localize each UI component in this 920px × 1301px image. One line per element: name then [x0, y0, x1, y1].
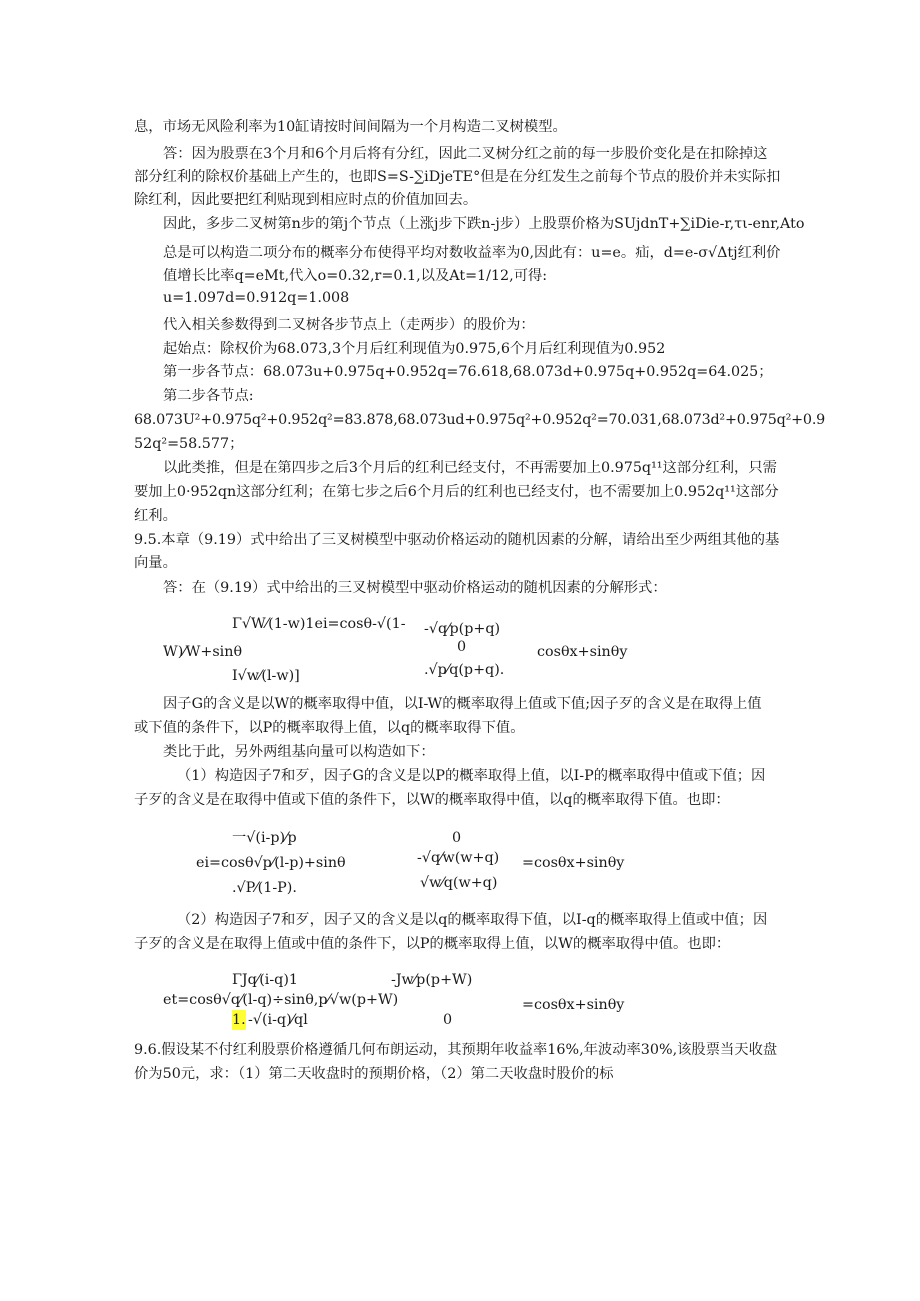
text-line-3: 部分红利的除权价基础上产生的，也即S=S-∑iDjeTE°但是在分红发生之前每个节点的股价并未实际扣 — [134, 169, 781, 185]
text-line-17: 红利。 — [134, 508, 177, 524]
text-line-4: 除红利，因此要把红利贴现到相应时点的价值加回去。 — [134, 192, 478, 208]
text-line-29: 价为50元，求：（1）第二天收盘时的预期价格，（2）第二天收盘时股价的标 — [134, 1066, 614, 1082]
formula2-term-4: ei=cosθ√p⁄(l-p)+sinθ — [196, 855, 346, 871]
formula2-term-2: 0 — [452, 830, 462, 846]
text-line-14: 52q²=58.577； — [134, 436, 244, 452]
formula1-term-3: 0 — [457, 639, 467, 655]
formula3-term-1: ΓJq⁄(i-q)1 — [232, 972, 298, 988]
text-line-6: 总是可以构造二项分布的概率分布使得平均对数收益率为0,因此有：u=e。疝，d=e-σ√Δtj红利价 — [163, 245, 781, 261]
text-line-15: 以此类推，但是在第四步之后3个月后的红利已经支付，不再需要加上0.975q¹¹这部分红利，只需 — [163, 460, 777, 476]
text-line-9: 代入相关参数得到二叉树各步节点上（走两步）的股价为： — [163, 317, 535, 333]
formula3-term-6: -√(i-q)⁄ql — [248, 1012, 308, 1028]
text-line-23: 类比于此，另外两组基向量可以构造如下： — [163, 744, 435, 760]
highlighted-mark: 1. — [232, 1012, 246, 1028]
formula3-term-3: et=cosθ√q⁄(l-q)÷sinθ,p⁄√w(p+W) — [163, 992, 399, 1008]
text-line-13: 68.073U²+0.975q²+0.952q²=83.878,68.073ud+0.975q²+0.952q²=70.031,68.073d²+0.975q²+0.9 — [134, 412, 826, 428]
formula2-term-6: .√P⁄(1-P). — [232, 880, 297, 896]
text-line-18: 9.5.本章（9.19）式中给出了三叉树模型中驱动价格运动的随机因素的分解，请给出至少两组其他的基 — [134, 532, 780, 548]
formula2-term-7: √w⁄q(w+q) — [420, 875, 498, 891]
formula3-term-7: 0 — [443, 1012, 453, 1028]
text-line-22: 或下值的条件下，以P的概率取得上值，以q的概率取得下值。 — [134, 720, 525, 736]
text-line-5: 因此，多步二叉树第n步的第j个节点（上涨j步下跌n-j步）上股票价格为SUjdnT+∑iDie-r,τι-enr,Ato — [163, 216, 805, 232]
text-line-20: 答：在（9.19）式中给出的三叉树模型中驱动价格运动的随机因素的分解形式： — [163, 580, 667, 596]
formula1-term-4: W)⁄W+sinθ — [163, 644, 243, 660]
text-line-21: 因子G的含义是以W的概率取得中值，以I-W的概率取得上值或下值;因子歹的含义是在取得上值 — [163, 696, 762, 712]
formula1-term-1: Γ√W⁄(1-w)1ei=cosθ-√(1- — [232, 616, 406, 632]
text-line-2: 答：因为股票在3个月和6个月后将有分红，因此二叉树分红之前的每一步股价变化是在扣除掉这 — [163, 146, 768, 162]
formula1-term-6: I√w⁄(l-w)] — [232, 668, 300, 684]
text-line-16: 要加上0·952qn这部分红利；在第七步之后6个月后的红利也已经支付，也不需要加上0.952q¹¹这部分 — [134, 484, 779, 500]
text-line-25: 子歹的含义是在取得中值或下值的条件下，以W的概率取得中值，以q的概率取得下值。也即： — [134, 792, 730, 808]
formula2-term-3: -√q⁄w(w+q) — [417, 850, 500, 866]
formula3-term-2: -Jw⁄p(p+W) — [391, 972, 473, 988]
formula3-term-4: =cosθx+sinθy — [522, 997, 625, 1013]
formula2-term-5: =cosθx+sinθy — [522, 855, 625, 871]
text-line-7: 值增长比率q=eMt,代入o=0.32,r=0.1,以及At=1/12,可得: — [163, 268, 548, 284]
formula1-term-7: .√p⁄q(p+q). — [424, 662, 505, 678]
text-line-12: 第二步各节点: — [163, 388, 254, 404]
text-line-26: （2）构造因子7和歹，因子又的含义是以q的概率取得下值，以I-q的概率取得上值或中值；因 — [177, 912, 768, 928]
formula1-term-2: -√q⁄p(p+q) — [424, 621, 501, 637]
formula1-term-5: cosθx+sinθy — [537, 644, 628, 660]
text-line-28: 9.6.假设某不付红利股票价格遵循几何布朗运动，其预期年收益率16%,年波动率30%,该股票当天收盘 — [134, 1042, 778, 1058]
text-line-11: 第一步各节点：68.073u+0.975q+0.952q=76.618,68.073d+0.975q+0.952q=64.025； — [163, 364, 773, 380]
text-line-27: 子歹的含义是在取得上值或中值的条件下，以P的概率取得上值，以W的概率取得中值。也即： — [134, 936, 731, 952]
text-line-10: 起始点：除权价为68.073,3个月后红利现值为0.975,6个月后红利现值为0.952 — [163, 341, 666, 357]
text-line-24: （1）构造因子7和歹，因子G的含义是以P的概率取得上值，以I-P的概率取得中值或下值；因 — [177, 768, 766, 784]
text-line-19: 向量。 — [134, 555, 177, 571]
text-line-8: u=1.097d=0.912q=1.008 — [163, 290, 350, 306]
text-line-1: 息，市场无风险利率为10缸请按时间间隔为一个月构造二叉树模型。 — [134, 119, 567, 135]
formula2-term-1: 一√(i-p)⁄p — [232, 830, 297, 846]
